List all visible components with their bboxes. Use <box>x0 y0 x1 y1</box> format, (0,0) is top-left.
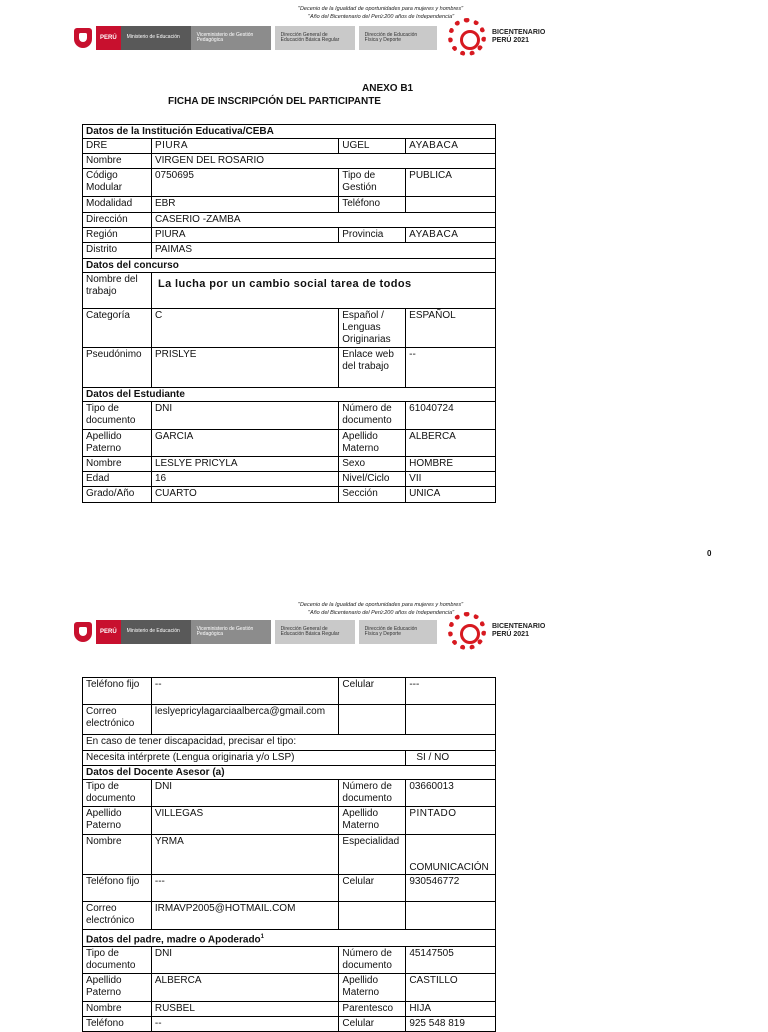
guardian-paternal-label: Apellido Paterno <box>83 974 152 1002</box>
advisor-maternal-value: PINTADO <box>406 807 496 835</box>
student-doc-number-value: 61040724 <box>406 402 496 430</box>
form-title: FICHA DE INSCRIPCIÓN DEL PARTICIPANTE <box>168 96 381 107</box>
guardian-mobile-label: Celular <box>339 1017 406 1032</box>
student-paternal-value: GARCIA <box>151 430 338 457</box>
student-sex-label: Sexo <box>339 457 406 472</box>
ministry-banner <box>96 620 437 644</box>
dre-value: PIURA <box>151 139 338 154</box>
modality-label: Modalidad <box>83 197 152 213</box>
pseudonym-value: PRISLYE <box>151 348 338 388</box>
guardian-maternal-value: CASTILLO <box>406 974 496 1002</box>
section-guardian-title: Datos del padre, madre o Apoderado <box>86 934 261 946</box>
institution-name-value: VIRGEN DEL ROSARIO <box>151 154 495 169</box>
ugel-value: AYABACA <box>406 139 496 154</box>
guardian-name-value: RUSBEL <box>151 1002 339 1017</box>
modality-value: EBR <box>151 197 338 213</box>
phone-label: Teléfono <box>339 197 406 213</box>
peru-label: PERÚ <box>96 620 121 644</box>
advisor-doc-number-value: 03660013 <box>406 780 496 807</box>
dre-label: DRE <box>83 139 152 154</box>
guardian-phone-label: Teléfono <box>83 1017 152 1032</box>
work-name-value: La lucha por un cambio social tarea de todos <box>151 273 495 309</box>
header-logos <box>74 618 437 646</box>
student-name-label: Nombre <box>83 457 152 472</box>
institution-name-label: Nombre <box>83 154 152 169</box>
advisor-maternal-label: Apellido Materno <box>339 807 406 835</box>
student-email-empty-value <box>406 705 496 735</box>
student-section-label: Sección <box>339 487 406 503</box>
peru-shield-icon <box>74 28 92 48</box>
student-age-value: 16 <box>151 472 338 487</box>
pseudonym-label: Pseudónimo <box>83 348 152 388</box>
registration-table-1 <box>82 124 496 503</box>
vice-ministry-label: Viceministerio de Gestión Pedagógica <box>191 620 271 644</box>
student-mobile-value: --- <box>406 678 496 705</box>
district-label: Distrito <box>83 243 152 259</box>
peru-shield-icon <box>74 622 92 642</box>
guardian-paternal-value: ALBERCA <box>151 974 339 1002</box>
address-value: CASERIO -ZAMBA <box>151 213 495 228</box>
province-label: Provincia <box>339 228 406 243</box>
advisor-specialty-value: COMUNICACIÓN <box>406 835 496 875</box>
student-level-value: VII <box>406 472 496 487</box>
ugel-label: UGEL <box>339 139 406 154</box>
bicentenario-line2: PERÚ 2021 <box>492 631 529 638</box>
student-mobile-label: Celular <box>339 678 406 705</box>
bicentenario-line1: BICENTENARIO <box>492 28 546 36</box>
phone-value <box>406 197 496 213</box>
advisor-landline-label: Teléfono fijo <box>83 875 152 902</box>
advisor-email-empty-label <box>339 902 406 930</box>
student-doc-type-label: Tipo de documento <box>83 402 152 430</box>
guardian-phone-value: -- <box>151 1017 339 1032</box>
student-email-label: Correo electrónico <box>83 705 152 735</box>
section-student: Datos del Estudiante <box>83 388 496 402</box>
advisor-mobile-value: 930546772 <box>406 875 496 902</box>
ministry-banner <box>96 26 437 50</box>
ministry-label: Ministerio de Educación <box>121 26 191 50</box>
disability-row: En caso de tener discapacidad, precisar el tipo: <box>83 735 496 751</box>
guardian-relation-label: Parentesco <box>339 1002 406 1017</box>
student-level-label: Nivel/Ciclo <box>339 472 406 487</box>
student-landline-value: -- <box>151 678 339 705</box>
interpreter-value: SI / NO <box>406 751 496 766</box>
advisor-doc-type-value: DNI <box>151 780 339 807</box>
section-institution: Datos de la Institución Educativa/CEBA <box>83 125 496 139</box>
header-quote-2: "Año del Bicentenario del Perú:200 años de Independencia" <box>308 610 455 616</box>
student-sex-value: HOMBRE <box>406 457 496 472</box>
bicentenario-line1: BICENTENARIO <box>492 622 546 630</box>
student-email-empty-label <box>339 705 406 735</box>
advisor-email-empty-value <box>406 902 496 930</box>
direction-pe-label: Dirección de Educación Física y Deporte <box>359 26 437 50</box>
advisor-paternal-label: Apellido Paterno <box>83 807 152 835</box>
student-grade-label: Grado/Año <box>83 487 152 503</box>
advisor-landline-value: --- <box>151 875 339 902</box>
management-type-value: PUBLICA <box>406 169 496 197</box>
bicentenario-emblem-icon <box>448 612 486 650</box>
bicentenario-line2: PERÚ 2021 <box>492 37 529 44</box>
peru-label: PERÚ <box>96 26 121 50</box>
student-landline-label: Teléfono fijo <box>83 678 152 705</box>
student-section-value: UNICA <box>406 487 496 503</box>
bicentenario-emblem-icon <box>448 18 486 56</box>
language-value: ESPAÑOL <box>406 309 496 348</box>
bicentenario-logo <box>448 612 545 650</box>
category-label: Categoría <box>83 309 152 348</box>
header-logos <box>74 24 437 52</box>
vice-ministry-label: Viceministerio de Gestión Pedagógica <box>191 26 271 50</box>
student-name-value: LESLYE PRICYLA <box>151 457 338 472</box>
guardian-relation-value: HIJA <box>406 1002 496 1017</box>
advisor-doc-number-label: Número de documento <box>339 780 406 807</box>
management-type-label: Tipo de Gestión <box>339 169 406 197</box>
student-grade-value: CUARTO <box>151 487 338 503</box>
student-doc-number-label: Número de documento <box>339 402 406 430</box>
web-link-value: -- <box>406 348 496 388</box>
advisor-email-value: IRMAVP2005@HOTMAIL.COM <box>151 902 339 930</box>
guardian-doc-number-value: 45147505 <box>406 947 496 974</box>
bicentenario-logo <box>448 18 545 56</box>
guardian-name-label: Nombre <box>83 1002 152 1017</box>
category-value: C <box>151 309 338 348</box>
student-doc-type-value: DNI <box>151 402 338 430</box>
district-value: PAIMAS <box>151 243 495 259</box>
header-quote-1: "Decenio de la Igualdad de oportunidades para mujeres y hombres" <box>298 602 464 608</box>
registration-table-2 <box>82 677 496 1032</box>
student-age-label: Edad <box>83 472 152 487</box>
section-contest: Datos del concurso <box>83 259 496 273</box>
page-number: 0 <box>707 549 712 558</box>
section-guardian <box>83 930 496 947</box>
language-label: Español / Lenguas Originarias <box>339 309 406 348</box>
header-quote-1: "Decenio de la Igualdad de oportunidades para mujeres y hombres" <box>298 6 464 12</box>
direction-general-label: Dirección General de Educación Básica Regular <box>275 620 355 644</box>
student-email-value: leslyepricylagarciaalberca@gmail.com <box>151 705 339 735</box>
advisor-email-label: Correo electrónico <box>83 902 152 930</box>
page-2 <box>0 596 768 1030</box>
ministry-label: Ministerio de Educación <box>121 620 191 644</box>
section-advisor: Datos del Docente Asesor (a) <box>83 766 496 780</box>
modular-code-value: 0750695 <box>151 169 338 197</box>
region-value: PIURA <box>151 228 338 243</box>
direction-general-label: Dirección General de Educación Básica Regular <box>275 26 355 50</box>
advisor-name-label: Nombre <box>83 835 152 875</box>
advisor-mobile-label: Celular <box>339 875 406 902</box>
guardian-doc-type-label: Tipo de documento <box>83 947 152 974</box>
footnote-mark: 1 <box>260 934 265 940</box>
work-name-label: Nombre del trabajo <box>83 273 152 309</box>
advisor-paternal-value: VILLEGAS <box>151 807 339 835</box>
annex-title: ANEXO B1 <box>362 83 414 94</box>
modular-code-label: Código Modular <box>83 169 152 197</box>
student-paternal-label: Apellido Paterno <box>83 430 152 457</box>
province-value: AYABACA <box>406 228 496 243</box>
address-label: Dirección <box>83 213 152 228</box>
guardian-mobile-value: 925 548 819 <box>406 1017 496 1032</box>
header-quote-2: "Año del Bicentenario del Perú:200 años de Independencia" <box>308 14 455 20</box>
student-maternal-value: ALBERCA <box>406 430 496 457</box>
guardian-maternal-label: Apellido Materno <box>339 974 406 1002</box>
advisor-name-value: YRMA <box>151 835 339 875</box>
advisor-doc-type-label: Tipo de documento <box>83 780 152 807</box>
region-label: Región <box>83 228 152 243</box>
web-link-label: Enlace web del trabajo <box>339 348 406 388</box>
interpreter-label: Necesita intérprete (Lengua originaria y/o LSP) <box>83 751 406 766</box>
direction-pe-label: Dirección de Educación Física y Deporte <box>359 620 437 644</box>
advisor-specialty-label: Especialidad <box>339 835 406 875</box>
guardian-doc-type-value: DNI <box>151 947 339 974</box>
guardian-doc-number-label: Número de documento <box>339 947 406 974</box>
student-maternal-label: Apellido Materno <box>339 430 406 457</box>
